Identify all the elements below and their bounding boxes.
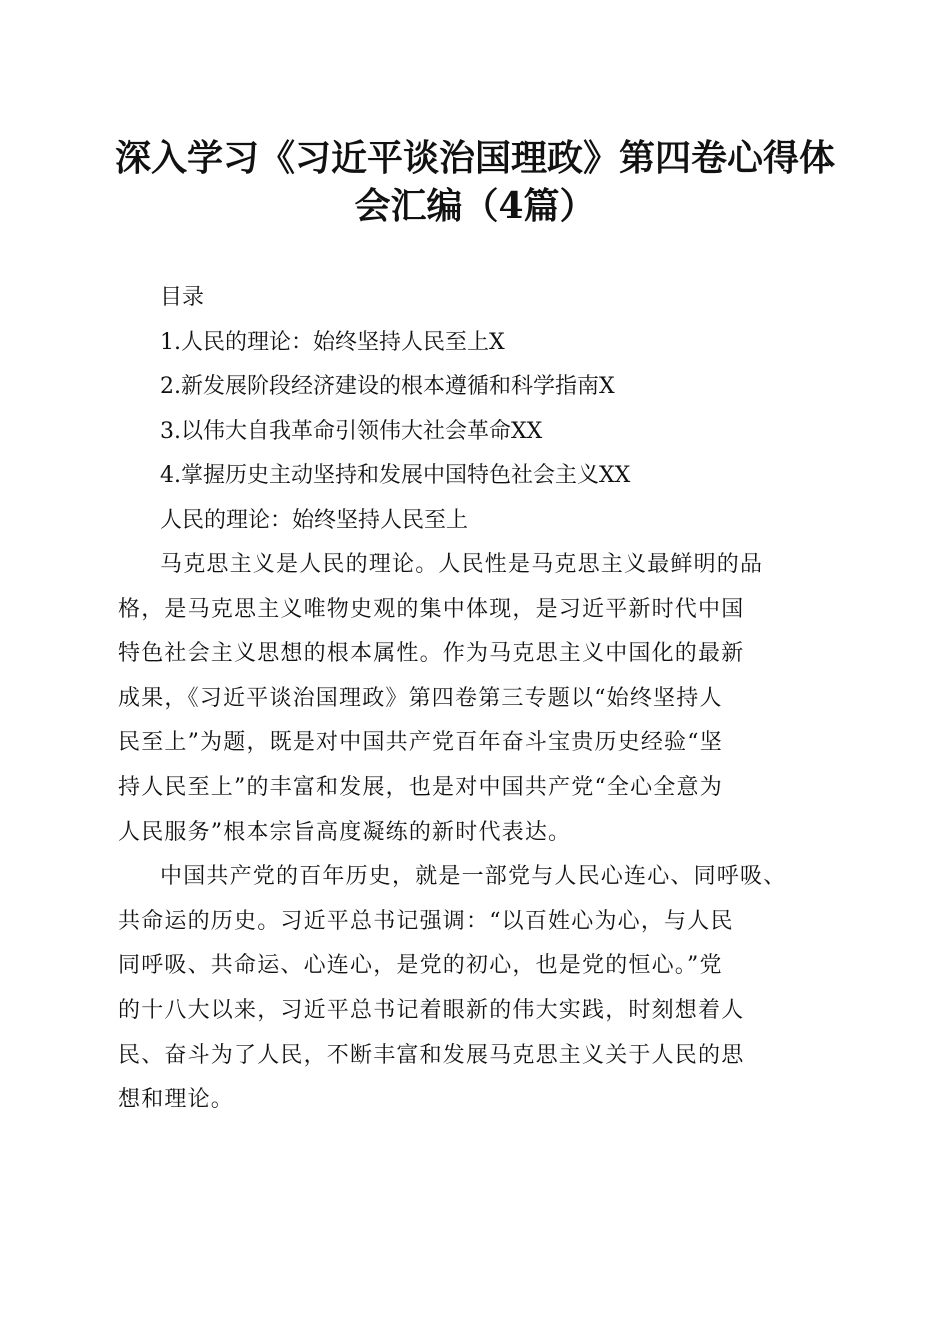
- paragraph-2-line: 的十八大以来，习近平总书记着眼新的伟大实践，时刻想着人: [118, 997, 745, 1023]
- paragraph-2-line: 民、奋斗为了人民，不断丰富和发展马克思主义关于人民的思: [118, 1042, 745, 1068]
- section-heading: 人民的理论：始终坚持人民至上: [160, 507, 469, 533]
- paragraph-1-line: 民至上”为题，既是对中国共产党百年奋斗宝贵历史经验“坚: [118, 730, 723, 756]
- paragraph-2: [118, 855, 832, 1123]
- paragraph-1-line: 成果，《习近平谈治国理政》第四卷第三专题以“始终坚持人: [118, 685, 723, 711]
- toc-item-3: 3.以伟大自我革命引领伟大社会革命XX: [160, 418, 543, 444]
- paragraph-2-line: 想和理论。: [118, 1087, 235, 1113]
- table-of-contents: [118, 276, 838, 544]
- paragraph-2-line: 同呼吸、共命运、心连心，是党的初心，也是党的恒心。”党: [118, 953, 723, 979]
- paragraph-1-line: 格，是马克思主义唯物史观的集中体现，是习近平新时代中国: [118, 596, 745, 622]
- paragraph-1-line: 马克思主义是人民的理论。人民性是马克思主义最鲜明的品: [160, 552, 764, 577]
- paragraph-1-line: 特色社会主义思想的根本属性。作为马克思主义中国化的最新: [118, 641, 745, 667]
- toc-item-2: 2.新发展阶段经济建设的根本遵循和科学指南X: [160, 374, 615, 400]
- paragraph-1: [118, 543, 832, 855]
- toc-item-1: 1.人民的理论：始终坚持人民至上X: [160, 329, 505, 355]
- paragraph-1-line: 人民服务”根本宗旨高度凝练的新时代表达。: [118, 819, 572, 845]
- paragraph-2-line: 共命运的历史。习近平总书记强调：“以百姓心为心，与人民: [118, 908, 734, 934]
- toc-item-4: 4.掌握历史主动坚持和发展中国特色社会主义XX: [160, 463, 631, 489]
- paragraph-2-line: 中国共产党的百年历史，就是一部党与人民心连心、同呼吸、: [160, 864, 787, 890]
- body-text: [118, 543, 832, 1123]
- title-line-1: 深入学习《习近平谈治国理政》第四卷心得体: [114, 137, 835, 179]
- toc-heading: 目录: [160, 285, 205, 310]
- paragraph-1-line: 持人民至上”的丰富和发展，也是对中国共产党“全心全意为: [118, 774, 723, 800]
- document-title: [100, 134, 850, 230]
- title-line-2: 会汇编（4篇）: [354, 185, 596, 227]
